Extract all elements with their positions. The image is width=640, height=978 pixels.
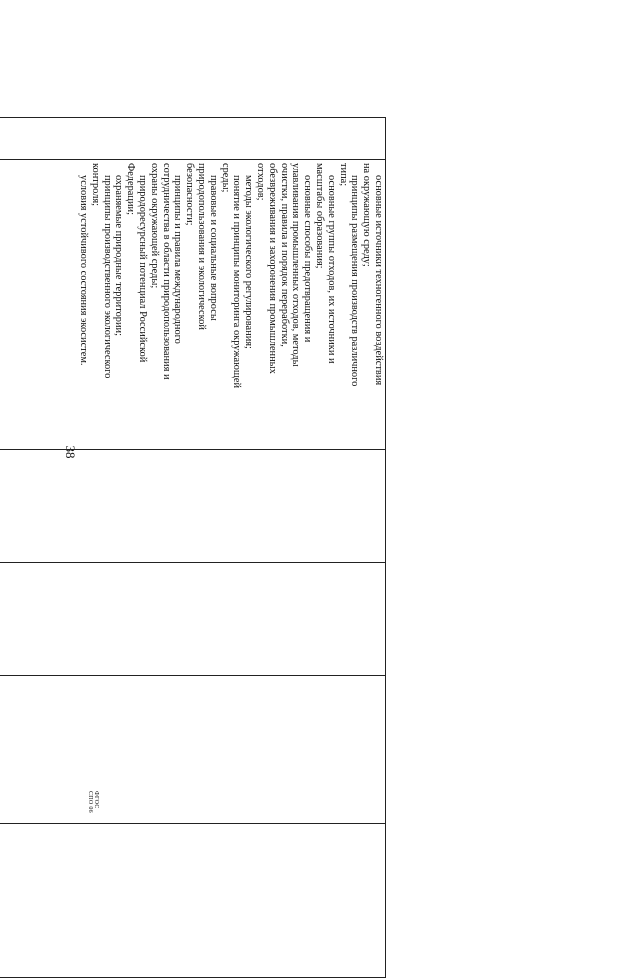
cell-competencies	[0, 824, 386, 978]
knowledge-line: Федерации;	[125, 163, 137, 215]
knowledge-line: основные источники техногенного воздействия	[373, 175, 384, 386]
knowledge-line: принципы и правила международного	[172, 175, 184, 344]
cell-discipline	[0, 676, 386, 824]
knowledge-line: очистки, правила и порядок переработки,	[278, 163, 290, 347]
page-number: 38	[63, 445, 78, 459]
curriculum-table	[0, 117, 386, 978]
knowledge-line: отходов;	[255, 163, 267, 201]
knowledge-line: условия устойчивого состояния экосистем.	[78, 175, 90, 366]
table-row-knowledge	[0, 118, 386, 978]
knowledge-line: безопасности;	[184, 163, 196, 226]
knowledge-line: принципы производственного экологического	[101, 175, 113, 379]
knowledge-line: охраняемые природные территории;	[113, 175, 125, 337]
knowledge-line: принципы размещения производств различного	[349, 175, 361, 387]
cell-hours	[0, 563, 386, 676]
knowledge-line: природоресурсный потенциал Российской	[137, 175, 149, 363]
knowledge-line: масштабы образования;	[314, 163, 326, 269]
footer-stamp: ФГОС СПО 06	[87, 791, 99, 813]
knowledge-line: среды;	[219, 163, 231, 193]
cell-max-hours	[0, 450, 386, 563]
knowledge-line: основные способы предотвращения и	[302, 175, 314, 343]
knowledge-line: обезвреживания и захоронения промышленных	[266, 163, 278, 374]
knowledge-line: основные группы отходов, их источники и	[325, 175, 337, 364]
knowledge-line: природопользования и экологической	[196, 163, 208, 330]
knowledge-line: охраны окружающей среды;	[148, 163, 160, 289]
knowledge-line: типа;	[337, 163, 349, 187]
knowledge-list-cell	[0, 160, 386, 450]
knowledge-line: методы экологического регулирования;	[243, 175, 255, 349]
knowledge-line: правовые и социальные вопросы	[207, 175, 219, 321]
knowledge-line: сотрудничества в области природопользования и	[160, 163, 172, 380]
rotated-table-container	[0, 117, 386, 977]
knowledge-line: понятие и принципы мониторинга окружающей	[231, 175, 243, 389]
knowledge-line: улавливания промышленных отходов, методы	[290, 163, 302, 367]
knowledge-line: контроля;	[89, 163, 101, 207]
cell-code	[0, 118, 386, 160]
knowledge-line: на окружающую среду;	[361, 163, 373, 267]
